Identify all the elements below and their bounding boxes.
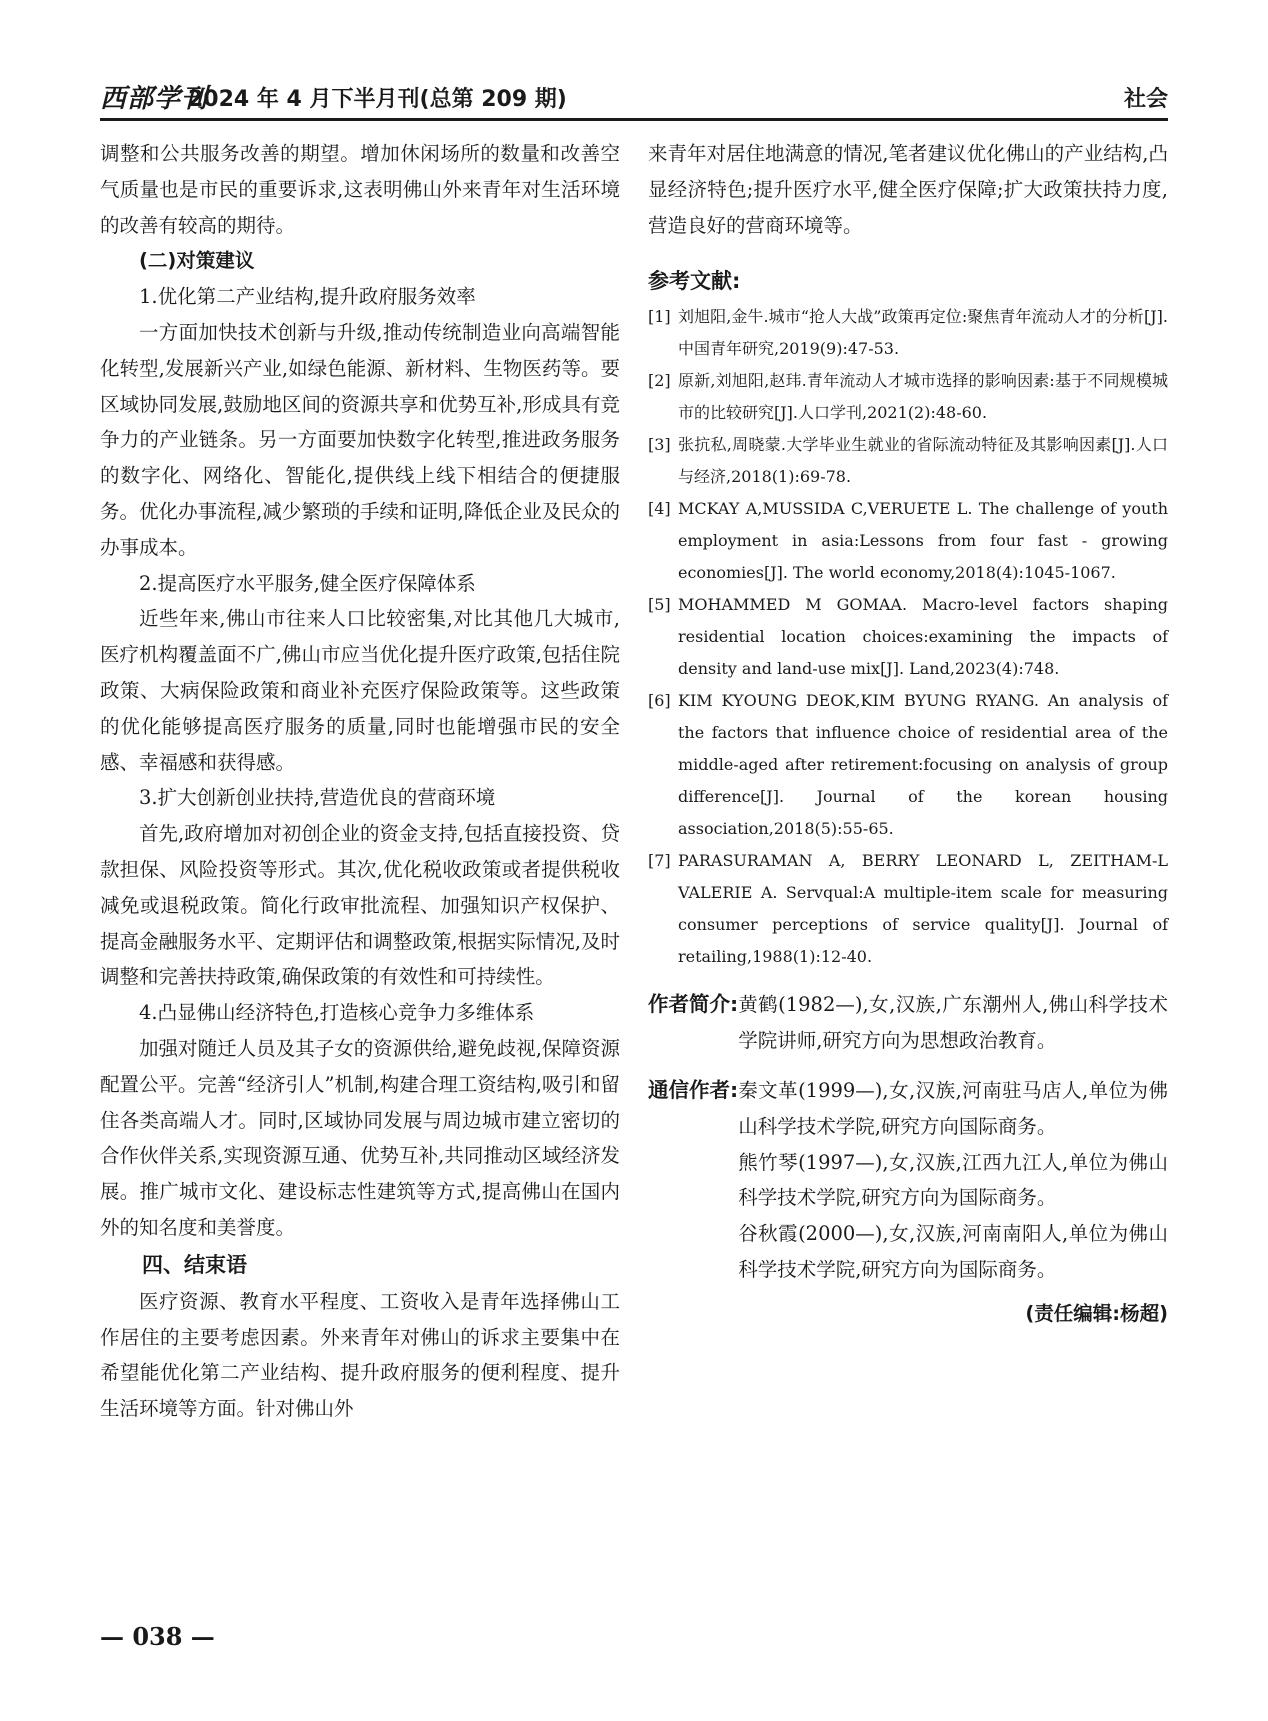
heading-4: 4.凸显佛山经济特色,打造核心竞争力多维体系 — [139, 1001, 535, 1025]
references-list — [648, 301, 1168, 973]
reference-text: 原新,刘旭阳,赵玮.青年流动人才城市选择的影响因素:基于不同规模城市的比较研究[J].人口学刊,2021(2):48-60. — [678, 371, 1168, 423]
corr-entry: 谷秋霞(2000—),女,汉族,河南南阳人,单位为佛山科学技术学院,研究方向为国际商务。 — [738, 1222, 1168, 1281]
paragraph-3: 首先,政府增加对初创企业的资金支持,包括直接投资、贷款担保、风险投资等形式。其次,优化税收政策或者提供税收减免或退税政策。简化行政审批流程、加强知识产权保护、提高金融服务水平、定期评估和调整政策,根据实际情况,及时调整和完善扶持政策,确保政策的有效性和可持续性。 — [100, 822, 620, 989]
paragraph-continued-right: 来青年对居住地满意的情况,笔者建议优化佛山的产业结构,凸显经济特色;提升医疗水平,健全医疗保障;扩大政策扶持力度,营造良好的营商环境等。 — [648, 142, 1168, 237]
author-label: 作者简介: — [648, 992, 739, 1017]
paragraph-1: 一方面加快技术创新与升级,推动传统制造业向高端智能化转型,发展新兴产业,如绿色能源、新材料、生物医药等。要区域协同发展,鼓励地区间的资源共享和优势互补,形成具有竞争力的产业链条。另一方面要加快数字化转型,推进政务服务的数字化、网络化、智能化,提供线上线下相结合的便捷服务。优化办事流程,减少繁琐的手续和证明,降低企业及民众的办事成本。 — [100, 320, 620, 559]
reference-item — [648, 301, 1168, 365]
reference-item — [648, 685, 1168, 845]
reference-text: MCKAY A,MUSSIDA C,VERUETE L. The challenge of youth employment in asia:Lessons from four fast - growing economies[J]. The world economy,2018(4):1045-1067. — [678, 499, 1168, 583]
paragraph-2: 近些年来,佛山市往来人口比较密集,对比其他几大城市,医疗机构覆盖面不广,佛山市应当优化提升医疗政策,包括住院政策、大病保险政策和商业补充医疗保险政策等。这些政策的优化能够提高医疗服务的质量,同时也能增强市民的安全感、幸福感和获得感。 — [100, 607, 620, 774]
journal-logo: 西部学刊 — [100, 84, 209, 114]
heading-3: 3.扩大创新创业扶持,营造优良的营商环境 — [139, 786, 496, 810]
corr-entry: 熊竹琴(1997—),女,汉族,江西九江人,单位为佛山科学技术学院,研究方向为国际商务。 — [738, 1150, 1168, 1210]
editor-credit: (责任编辑:杨超) — [1025, 1301, 1168, 1325]
heading-conclusion: 四、结束语 — [142, 1252, 247, 1277]
issue-info: 2024 年 4 月下半月刊(总第 209 期) — [188, 87, 567, 112]
reference-number: [3] — [648, 435, 671, 455]
reference-number: [4] — [648, 499, 671, 519]
section-label: 社会 — [1123, 87, 1168, 112]
reference-text: 张抗私,周晓蒙.大学毕业生就业的省际流动特征及其影响因素[J].人口与经济,2018(1):69-78. — [678, 435, 1168, 487]
right-column — [648, 136, 1168, 1326]
reference-text: KIM KYOUNG DEOK,KIM BYUNG RYANG. An analysis of the factors that influence choice of residential area of the middle-aged after retirement:focusing on analysis of group difference[J]. Journal of the korean housing association,2018(5):55-65. — [678, 691, 1168, 839]
page-number: — 038 — — [100, 1622, 215, 1651]
reference-number: [5] — [648, 595, 671, 615]
heading-countermeasures: (二)对策建议 — [139, 249, 255, 273]
reference-number: [6] — [648, 691, 671, 711]
reference-item — [648, 845, 1168, 973]
references-title: 参考文献: — [648, 269, 741, 294]
reference-item — [648, 429, 1168, 493]
reference-number: [2] — [648, 371, 671, 391]
reference-number: [1] — [648, 307, 671, 327]
page-header — [100, 78, 1168, 121]
paragraph-conclusion: 医疗资源、教育水平程度、工资收入是青年选择佛山工作居住的主要考虑因素。外来青年对佛山的诉求主要集中在希望能优化第二产业结构、提升政府服务的便利程度、提升生活环境等方面。针对佛山外 — [100, 1289, 620, 1421]
left-column — [100, 136, 620, 1427]
author-bio — [648, 987, 1168, 1059]
heading-1: 1.优化第二产业结构,提升政府服务效率 — [139, 285, 476, 309]
reference-item — [648, 365, 1168, 429]
corr-entry: 秦文革(1999—),女,汉族,河南驻马店人,单位为佛山科学技术学院,研究方向国际商务。 — [738, 1078, 1168, 1138]
corresponding-authors — [648, 1073, 1168, 1288]
paragraph-continued: 调整和公共服务改善的期望。增加休闲场所的数量和改善空气质量也是市民的重要诉求,这表明佛山外来青年对生活环境的改善有较高的期待。 — [100, 142, 620, 237]
author-text: 黄鹤(1982—),女,汉族,广东潮州人,佛山科学技术学院讲师,研究方向为思想政治教育。 — [738, 993, 1168, 1053]
heading-2: 2.提高医疗水平服务,健全医疗保障体系 — [139, 571, 476, 595]
paragraph-4: 加强对随迁人员及其子女的资源供给,避免歧视,保障资源配置公平。完善“经济引人”机制,构建合理工资结构,吸引和留住各类高端人才。同时,区域协同发展与周边城市建立密切的合作伙伴关系,实现资源互通、优势互补,共同推动区域经济发展。推广城市文化、建设标志性建筑等方式,提高佛山在国内外的知名度和美誉度。 — [100, 1036, 620, 1239]
reference-number: [7] — [648, 851, 671, 871]
reference-item — [648, 589, 1168, 685]
corr-content — [738, 1073, 1168, 1288]
reference-item — [648, 493, 1168, 589]
corr-label: 通信作者: — [648, 1077, 739, 1102]
reference-text: PARASURAMAN A, BERRY LEONARD L, ZEITHAM-L VALERIE A. Servqual:A multiple-item scale for measuring consumer perceptions of service quality[J]. Journal of retailing,1988(1):12-40. — [678, 851, 1168, 967]
reference-text: 刘旭阳,金牛.城市“抢人大战”政策再定位:聚焦青年流动人才的分析[J].中国青年研究,2019(9):47-53. — [678, 307, 1168, 359]
reference-text: MOHAMMED M GOMAA. Macro-level factors shaping residential location choices:examining the impacts of density and land-use mix[J]. Land,2023(4):748. — [678, 595, 1168, 679]
